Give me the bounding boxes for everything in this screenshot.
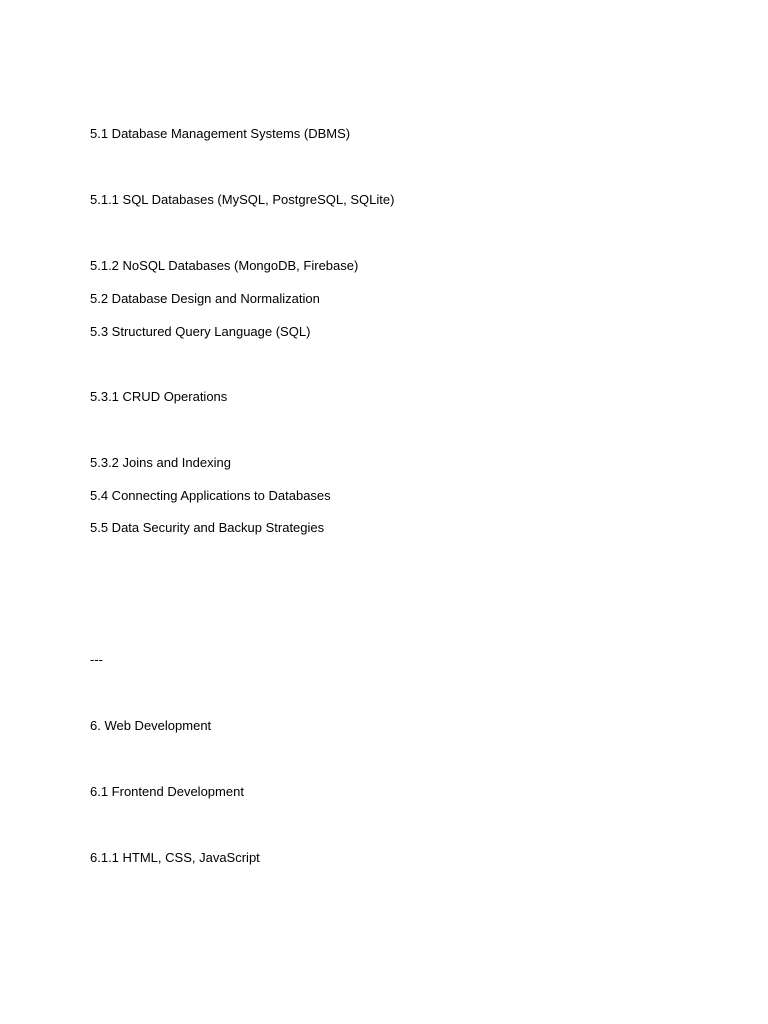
section-divider: --- xyxy=(90,652,103,667)
heading-5-1-2: 5.1.2 NoSQL Databases (MongoDB, Firebase) xyxy=(90,258,359,273)
heading-6-1: 6.1 Frontend Development xyxy=(90,784,244,799)
heading-5-5: 5.5 Data Security and Backup Strategies xyxy=(90,520,325,535)
heading-6-1-1: 6.1.1 HTML, CSS, JavaScript xyxy=(90,850,260,865)
heading-5-3-2: 5.3.2 Joins and Indexing xyxy=(90,455,231,470)
heading-5-3: 5.3 Structured Query Language (SQL) xyxy=(90,324,311,339)
heading-5-4: 5.4 Connecting Applications to Databases xyxy=(90,488,331,503)
heading-6: 6. Web Development xyxy=(90,718,212,733)
heading-5-1: 5.1 Database Management Systems (DBMS) xyxy=(90,126,351,141)
heading-5-3-1: 5.3.1 CRUD Operations xyxy=(90,389,228,404)
heading-5-2: 5.2 Database Design and Normalization xyxy=(90,291,320,306)
heading-5-1-1: 5.1.1 SQL Databases (MySQL, PostgreSQL, SQLite) xyxy=(90,192,395,207)
